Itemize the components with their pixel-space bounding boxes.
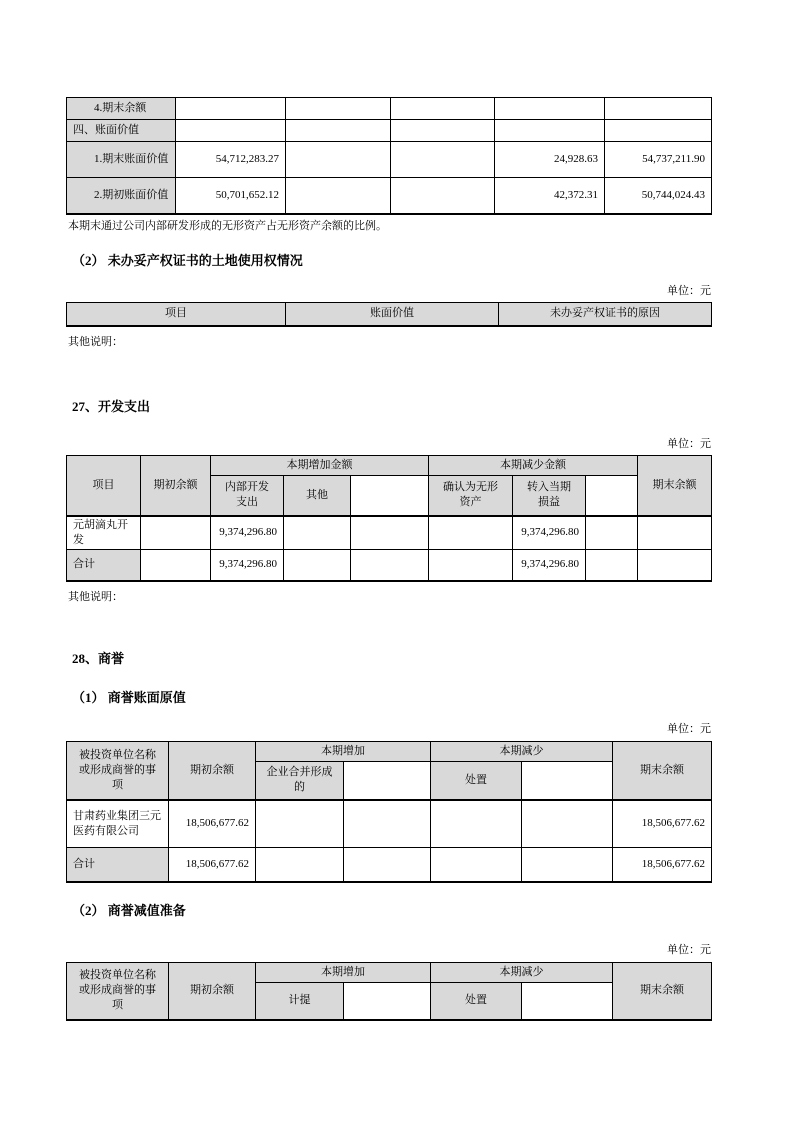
- goodwill-impairment-table: [66, 962, 712, 1022]
- value-cell: [605, 120, 712, 142]
- value-cell: [391, 98, 495, 120]
- table-row: [67, 120, 712, 142]
- value-cell: [284, 549, 351, 581]
- value-cell: [256, 800, 344, 848]
- value-cell: [638, 549, 712, 581]
- value-cell: [286, 142, 391, 178]
- value-cell: 50,701,652.12: [176, 178, 286, 214]
- dev-expenditure-table: [66, 455, 712, 582]
- column-header: 计提: [256, 982, 344, 1020]
- blank-column-header: [351, 476, 429, 516]
- column-header: 项目: [67, 456, 141, 516]
- column-header: 处置: [431, 762, 522, 800]
- unit-label: 单位：元: [667, 284, 711, 297]
- value-cell: [495, 120, 605, 142]
- value-cell: 24,928.63: [495, 142, 605, 178]
- column-group-header: 本期减少: [431, 962, 613, 982]
- value-cell: [429, 516, 513, 550]
- column-group-header: 本期减少金额: [429, 456, 638, 476]
- column-header: 期末余额: [613, 742, 712, 800]
- section-heading-goodwill: 28、商誉: [72, 651, 125, 666]
- blank-column-header: [522, 762, 613, 800]
- row-label-cell: 四、账面价值: [67, 120, 176, 142]
- value-cell: 9,374,296.80: [211, 516, 284, 550]
- blank-column-header: [522, 982, 613, 1020]
- row-label-cell: 元胡滴丸开发: [67, 516, 141, 550]
- section-heading-goodwill-impairment: （2） 商誉减值准备: [72, 902, 186, 918]
- value-cell: [391, 142, 495, 178]
- table-row: [67, 142, 712, 178]
- row-label-cell: 合计: [67, 848, 169, 882]
- other-notes-label: 其他说明：: [68, 591, 123, 603]
- column-header: 处置: [431, 982, 522, 1020]
- value-cell: [522, 800, 613, 848]
- table-row: [67, 178, 712, 214]
- column-header: 转入当期损益: [513, 476, 586, 516]
- value-cell: [286, 120, 391, 142]
- page-content: [66, 97, 711, 1021]
- unit-label: 单位：元: [667, 438, 711, 450]
- value-cell: [344, 848, 431, 882]
- value-cell: [391, 120, 495, 142]
- row-label-cell: 合计: [67, 549, 141, 581]
- value-cell: [495, 98, 605, 120]
- value-cell: 9,374,296.80: [513, 549, 586, 581]
- goodwill-original-table: [66, 741, 712, 883]
- section-heading-land-use: （2） 未办妥产权证书的土地使用权情况: [72, 252, 303, 268]
- value-cell: [586, 516, 638, 550]
- table-header-row: [67, 962, 712, 982]
- unit-label: 单位：元: [667, 943, 711, 956]
- column-header: 期初余额: [169, 742, 256, 800]
- value-cell: [176, 98, 286, 120]
- value-cell: [429, 549, 513, 581]
- column-group-header: 本期减少: [431, 742, 613, 762]
- column-group-header: 本期增加金额: [211, 456, 429, 476]
- value-cell: [344, 800, 431, 848]
- value-cell: 18,506,677.62: [613, 800, 712, 848]
- value-cell: [256, 848, 344, 882]
- value-cell: [141, 549, 211, 581]
- value-cell: 18,506,677.62: [613, 848, 712, 882]
- column-header: 其他: [284, 476, 351, 516]
- column-header: 内部开发支出: [211, 476, 284, 516]
- blank-column-header: [344, 982, 431, 1020]
- other-notes-label: 其他说明：: [68, 336, 123, 348]
- column-header: 企业合并形成的: [256, 762, 344, 800]
- row-label-cell: 甘肃药业集团三元医药有限公司: [67, 800, 169, 848]
- column-header: 被投资单位名称或形成商誉的事项: [67, 962, 169, 1020]
- value-cell: [522, 848, 613, 882]
- value-cell: 50,744,024.43: [605, 178, 712, 214]
- value-cell: [431, 848, 522, 882]
- blank-column-header: [586, 476, 638, 516]
- table-header-row: [67, 742, 712, 762]
- column-header: 账面价值: [286, 302, 499, 326]
- intangible-note: 本期末通过公司内部研发形成的无形资产占无形资产余额的比例。: [68, 219, 387, 232]
- value-cell: 9,374,296.80: [211, 549, 284, 581]
- value-cell: 54,737,211.90: [605, 142, 712, 178]
- table-row: [67, 516, 712, 550]
- column-header: 期末余额: [638, 456, 712, 516]
- column-header: 项目: [67, 302, 286, 326]
- value-cell: [284, 516, 351, 550]
- land-use-table: [66, 302, 712, 328]
- section-heading-goodwill-original: （1） 商誉账面原值: [72, 690, 186, 705]
- value-cell: [351, 516, 429, 550]
- row-label-cell: 4.期末余额: [67, 98, 176, 120]
- column-header: 被投资单位名称或形成商誉的事项: [67, 742, 169, 800]
- table-row: [67, 98, 712, 120]
- value-cell: [586, 549, 638, 581]
- column-header: 期初余额: [141, 456, 211, 516]
- value-cell: [391, 178, 495, 214]
- table-row: [67, 800, 712, 848]
- column-group-header: 本期增加: [256, 962, 431, 982]
- column-header: 期初余额: [169, 962, 256, 1020]
- table-header-row: [67, 456, 712, 476]
- value-cell: [431, 800, 522, 848]
- column-group-header: 本期增加: [256, 742, 431, 762]
- row-label-cell: 2.期初账面价值: [67, 178, 176, 214]
- value-cell: [351, 549, 429, 581]
- value-cell: [141, 516, 211, 550]
- value-cell: 18,506,677.62: [169, 800, 256, 848]
- value-cell: [176, 120, 286, 142]
- blank-column-header: [344, 762, 431, 800]
- value-cell: [605, 98, 712, 120]
- intangible-assets-table: [66, 97, 712, 215]
- value-cell: 42,372.31: [495, 178, 605, 214]
- value-cell: 9,374,296.80: [513, 516, 586, 550]
- value-cell: 18,506,677.62: [169, 848, 256, 882]
- value-cell: [638, 516, 712, 550]
- table-header-row: [67, 302, 712, 326]
- column-header: 确认为无形资产: [429, 476, 513, 516]
- value-cell: [286, 98, 391, 120]
- section-heading-dev-expenditure: 27、开发支出: [72, 399, 151, 414]
- column-header: 期末余额: [613, 962, 712, 1020]
- value-cell: 54,712,283.27: [176, 142, 286, 178]
- table-total-row: [67, 848, 712, 882]
- row-label-cell: 1.期末账面价值: [67, 142, 176, 178]
- table-total-row: [67, 549, 712, 581]
- unit-label: 单位：元: [667, 723, 711, 735]
- column-header: 未办妥产权证书的原因: [499, 302, 712, 326]
- value-cell: [286, 178, 391, 214]
